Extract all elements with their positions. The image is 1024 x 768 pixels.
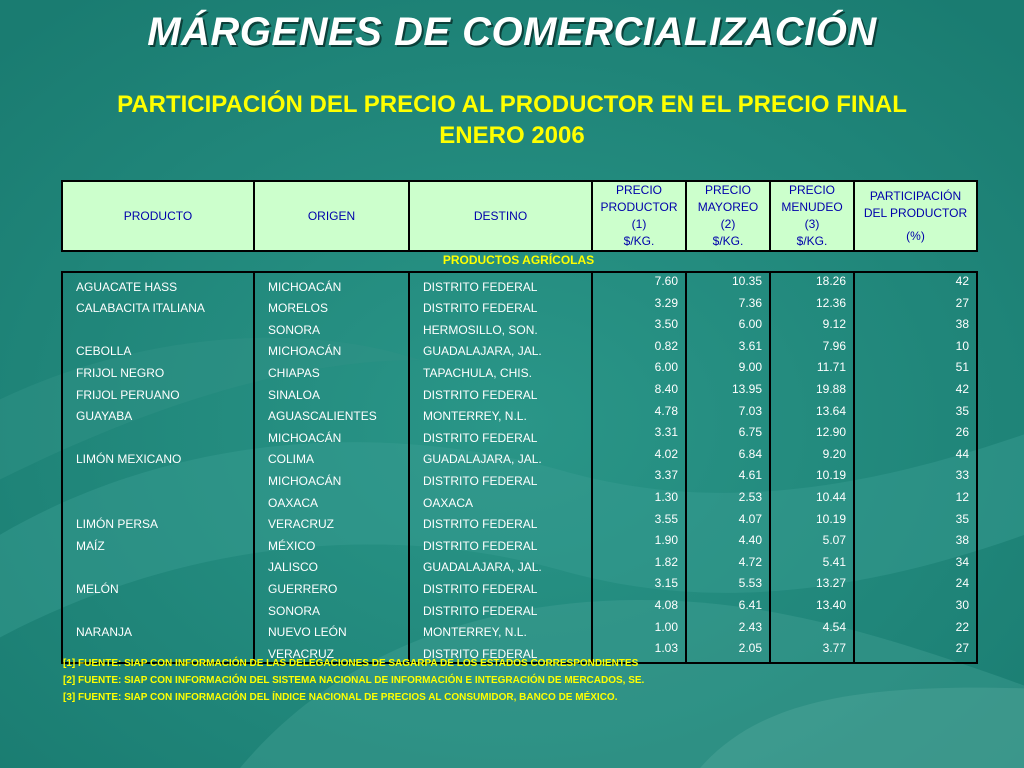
cell-participacion: 33 xyxy=(854,467,977,489)
cell-precio-mayoreo: 4.40 xyxy=(686,532,770,554)
cell-precio-mayoreo: 4.61 xyxy=(686,467,770,489)
header-origen: ORIGEN xyxy=(254,181,409,251)
cell-producto: MAÍZ xyxy=(62,532,254,554)
cell-precio-mayoreo: 3.61 xyxy=(686,338,770,360)
header-precio-menudeo xyxy=(770,181,854,251)
cell-precio-menudeo: 12.36 xyxy=(770,295,854,317)
cell-precio-menudeo: 10.19 xyxy=(770,467,854,489)
table-row xyxy=(62,619,977,641)
cell-precio-productor: 4.78 xyxy=(592,403,686,425)
cell-origen: MORELOS xyxy=(254,295,409,317)
cell-destino: DISTRITO FEDERAL xyxy=(409,424,592,446)
header-line: $/KG. xyxy=(796,234,828,248)
cell-precio-productor: 3.50 xyxy=(592,316,686,338)
table-row xyxy=(62,381,977,403)
table-row xyxy=(62,489,977,511)
table-row xyxy=(62,597,977,619)
footnotes xyxy=(63,655,963,706)
cell-producto: MELÓN xyxy=(62,575,254,597)
cell-origen: JALISCO xyxy=(254,554,409,576)
cell-producto xyxy=(62,489,254,511)
header-precio-productor xyxy=(592,181,686,251)
cell-participacion: 34 xyxy=(854,554,977,576)
cell-producto: NARANJA xyxy=(62,619,254,641)
table-row xyxy=(62,575,977,597)
cell-destino: MONTERREY, N.L. xyxy=(409,619,592,641)
cell-destino: DISTRITO FEDERAL xyxy=(409,575,592,597)
cell-precio-productor: 0.82 xyxy=(592,338,686,360)
cell-producto xyxy=(62,554,254,576)
header-producto: PRODUCTO xyxy=(62,181,254,251)
cell-precio-mayoreo: 9.00 xyxy=(686,359,770,381)
footnote: [2] FUENTE: SIAP CON INFORMACIÓN DEL SISTEMA NACIONAL DE INFORMACIÓN E INTEGRACIÓN DE MERCADOS, SE. xyxy=(63,675,645,686)
cell-producto: CALABACITA ITALIANA xyxy=(62,295,254,317)
cell-producto: AGUACATE HASS xyxy=(62,272,254,295)
cell-precio-mayoreo: 4.72 xyxy=(686,554,770,576)
cell-producto xyxy=(62,424,254,446)
cell-destino: OAXACA xyxy=(409,489,592,511)
cell-participacion: 38 xyxy=(854,316,977,338)
cell-origen: SONORA xyxy=(254,316,409,338)
cell-precio-productor: 1.82 xyxy=(592,554,686,576)
cell-precio-menudeo: 12.90 xyxy=(770,424,854,446)
header-line: PARTICIPACIÓN xyxy=(869,188,962,203)
cell-participacion: 42 xyxy=(854,381,977,403)
cell-destino: DISTRITO FEDERAL xyxy=(409,467,592,489)
header-precio-mayoreo xyxy=(686,181,770,251)
cell-participacion: 44 xyxy=(854,446,977,468)
cell-precio-productor: 8.40 xyxy=(592,381,686,403)
cell-precio-productor: 1.00 xyxy=(592,619,686,641)
cell-destino: DISTRITO FEDERAL xyxy=(409,532,592,554)
table-row xyxy=(62,272,977,295)
cell-precio-productor: 3.31 xyxy=(592,424,686,446)
cell-destino: DISTRITO FEDERAL xyxy=(409,295,592,317)
cell-destino: DISTRITO FEDERAL xyxy=(409,511,592,533)
subtitle-line: PARTICIPACIÓN DEL PRECIO AL PRODUCTOR EN EL PRECIO FINAL xyxy=(117,91,907,118)
cell-precio-productor: 1.30 xyxy=(592,489,686,511)
cell-origen: VERACRUZ xyxy=(254,511,409,533)
footnote: [3] FUENTE: SIAP CON INFORMACIÓN DEL ÍNDICE NACIONAL DE PRECIOS AL CONSUMIDOR, BANCO DE MÉXICO. xyxy=(63,692,618,703)
header-line: (1) xyxy=(631,217,647,231)
cell-precio-productor: 3.15 xyxy=(592,575,686,597)
cell-precio-mayoreo: 7.36 xyxy=(686,295,770,317)
header-line: PRODUCTOR xyxy=(600,200,678,214)
cell-participacion: 27 xyxy=(854,640,977,663)
table-row xyxy=(62,511,977,533)
table-row xyxy=(62,338,977,360)
cell-participacion: 30 xyxy=(854,597,977,619)
header-line: MAYOREO xyxy=(697,200,759,214)
cell-producto xyxy=(62,467,254,489)
cell-destino: DISTRITO FEDERAL xyxy=(409,381,592,403)
header-line: $/KG. xyxy=(712,234,744,248)
cell-precio-menudeo: 10.44 xyxy=(770,489,854,511)
cell-origen: SINALOA xyxy=(254,381,409,403)
header-line: PRECIO xyxy=(704,183,751,197)
cell-precio-mayoreo: 13.95 xyxy=(686,381,770,403)
cell-origen: NUEVO LEÓN xyxy=(254,619,409,641)
slide-subtitle xyxy=(0,89,1024,151)
cell-precio-mayoreo: 7.03 xyxy=(686,403,770,425)
header-line: (3) xyxy=(804,217,820,231)
cell-precio-menudeo: 5.41 xyxy=(770,554,854,576)
cell-producto: CEBOLLA xyxy=(62,338,254,360)
cell-precio-menudeo: 7.96 xyxy=(770,338,854,360)
cell-precio-mayoreo: 10.35 xyxy=(686,272,770,295)
cell-precio-productor: 4.02 xyxy=(592,446,686,468)
cell-precio-mayoreo: 2.05 xyxy=(686,640,770,663)
cell-precio-productor: 1.90 xyxy=(592,532,686,554)
cell-destino: HERMOSILLO, SON. xyxy=(409,316,592,338)
cell-origen: AGUASCALIENTES xyxy=(254,403,409,425)
cell-origen: MICHOACÁN xyxy=(254,338,409,360)
cell-participacion: 35 xyxy=(854,511,977,533)
cell-precio-menudeo: 3.77 xyxy=(770,640,854,663)
header-line: PRECIO xyxy=(788,183,835,197)
cell-destino: MONTERREY, N.L. xyxy=(409,403,592,425)
cell-destino: GUADALAJARA, JAL. xyxy=(409,446,592,468)
cell-precio-mayoreo: 6.84 xyxy=(686,446,770,468)
cell-precio-menudeo: 18.26 xyxy=(770,272,854,295)
cell-origen: VERACRUZ xyxy=(254,640,409,663)
cell-participacion: 38 xyxy=(854,532,977,554)
cell-precio-productor: 7.60 xyxy=(592,272,686,295)
cell-origen: MÉXICO xyxy=(254,532,409,554)
cell-producto: FRIJOL NEGRO xyxy=(62,359,254,381)
cell-producto xyxy=(62,316,254,338)
cell-precio-mayoreo: 6.75 xyxy=(686,424,770,446)
cell-origen: MICHOACÁN xyxy=(254,467,409,489)
cell-participacion: 22 xyxy=(854,619,977,641)
cell-producto: LIMÓN MEXICANO xyxy=(62,446,254,468)
header-line: PRECIO xyxy=(615,183,662,197)
cell-participacion: 26 xyxy=(854,424,977,446)
cell-precio-productor: 3.29 xyxy=(592,295,686,317)
cell-precio-mayoreo: 2.43 xyxy=(686,619,770,641)
cell-participacion: 10 xyxy=(854,338,977,360)
table-row xyxy=(62,554,977,576)
cell-participacion: 35 xyxy=(854,403,977,425)
cell-destino: GUADALAJARA, JAL. xyxy=(409,554,592,576)
table-row xyxy=(62,424,977,446)
cell-precio-menudeo: 13.27 xyxy=(770,575,854,597)
footnote: [1] FUENTE: SIAP CON INFORMACIÓN DE LAS DELEGACIONES DE SAGARPA DE LOS ESTADOS CORRESPONDIENTES xyxy=(63,658,639,669)
cell-origen: SONORA xyxy=(254,597,409,619)
table-body xyxy=(62,272,977,663)
table-header xyxy=(61,180,978,252)
table-row xyxy=(62,532,977,554)
cell-precio-menudeo: 10.19 xyxy=(770,511,854,533)
cell-producto: GUAYABA xyxy=(62,403,254,425)
cell-precio-mayoreo: 2.53 xyxy=(686,489,770,511)
cell-participacion: 42 xyxy=(854,272,977,295)
cell-origen: OAXACA xyxy=(254,489,409,511)
cell-producto xyxy=(62,597,254,619)
header-line: (%) xyxy=(906,228,925,243)
table-row xyxy=(62,403,977,425)
slide-title: MÁRGENES DE COMERCIALIZACIÓN xyxy=(147,10,877,54)
cell-destino: GUADALAJARA, JAL. xyxy=(409,338,592,360)
cell-destino: TAPACHULA, CHIS. xyxy=(409,359,592,381)
cell-origen: MICHOACÁN xyxy=(254,272,409,295)
cell-precio-mayoreo: 6.00 xyxy=(686,316,770,338)
cell-precio-productor: 1.03 xyxy=(592,640,686,663)
header-participacion xyxy=(854,181,977,251)
table-row xyxy=(62,316,977,338)
header-line: DEL PRODUCTOR xyxy=(863,205,968,220)
table-row xyxy=(62,359,977,381)
header-destino: DESTINO xyxy=(409,181,592,251)
cell-precio-menudeo: 4.54 xyxy=(770,619,854,641)
cell-precio-mayoreo: 6.41 xyxy=(686,597,770,619)
header-line: MENUDEO xyxy=(781,200,843,214)
cell-precio-menudeo: 9.12 xyxy=(770,316,854,338)
cell-precio-productor: 6.00 xyxy=(592,359,686,381)
cell-precio-menudeo: 13.40 xyxy=(770,597,854,619)
cell-origen: MICHOACÁN xyxy=(254,424,409,446)
cell-destino: DISTRITO FEDERAL xyxy=(409,272,592,295)
cell-participacion: 24 xyxy=(854,575,977,597)
cell-precio-menudeo: 5.07 xyxy=(770,532,854,554)
header-line: $/KG. xyxy=(623,234,655,248)
cell-precio-menudeo: 13.64 xyxy=(770,403,854,425)
cell-origen: CHIAPAS xyxy=(254,359,409,381)
cell-origen: COLIMA xyxy=(254,446,409,468)
cell-destino: DISTRITO FEDERAL xyxy=(409,640,592,663)
cell-producto: FRIJOL PERUANO xyxy=(62,381,254,403)
cell-precio-mayoreo: 5.53 xyxy=(686,575,770,597)
cell-producto: LIMÓN PERSA xyxy=(62,511,254,533)
data-table xyxy=(61,271,978,664)
cell-participacion: 27 xyxy=(854,295,977,317)
table-row xyxy=(62,446,977,468)
section-label: PRODUCTOS AGRÍCOLAS xyxy=(442,253,595,267)
cell-precio-mayoreo: 4.07 xyxy=(686,511,770,533)
cell-precio-productor: 3.55 xyxy=(592,511,686,533)
subtitle-date: ENERO 2006 xyxy=(439,122,585,149)
cell-precio-menudeo: 9.20 xyxy=(770,446,854,468)
table-row xyxy=(62,295,977,317)
cell-precio-menudeo: 11.71 xyxy=(770,359,854,381)
cell-destino: DISTRITO FEDERAL xyxy=(409,597,592,619)
header-line: (2) xyxy=(720,217,736,231)
cell-participacion: 51 xyxy=(854,359,977,381)
cell-precio-productor: 4.08 xyxy=(592,597,686,619)
cell-participacion: 12 xyxy=(854,489,977,511)
cell-precio-productor: 3.37 xyxy=(592,467,686,489)
cell-origen: GUERRERO xyxy=(254,575,409,597)
cell-precio-menudeo: 19.88 xyxy=(770,381,854,403)
table-row xyxy=(62,467,977,489)
